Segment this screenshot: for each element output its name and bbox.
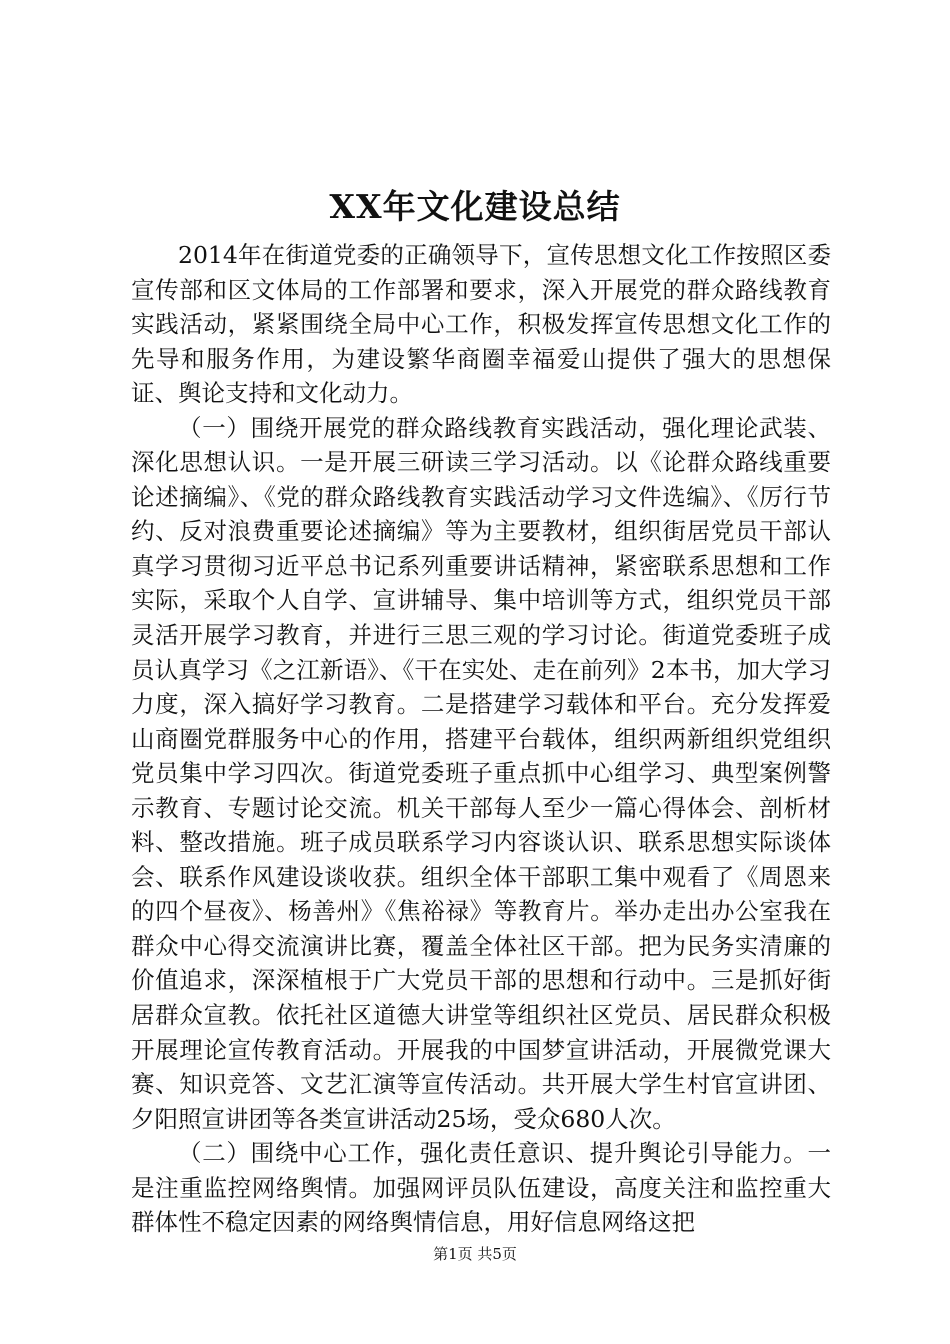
document-title: XX年文化建设总结: [329, 187, 621, 226]
page-number-footer: 第1页 共5页: [433, 1245, 517, 1263]
paragraph-section-2: （二）围绕中心工作，强化责任意识、提升舆论引导能力。一是注重监控网络舆情。加强网评员队伍建设，高度关注和监控重大群体性不稳定因素的网络舆情信息，用好信息网络这把: [131, 1139, 831, 1237]
paragraph-intro: 2014年在街道党委的正确领导下，宣传思想文化工作按照区委宣传部和区文体局的工作部署和要求，深入开展党的群众路线教育实践活动，紧紧围绕全局中心工作，积极发挥宣传思想文化工作的先导和服务作用，为建设繁华商圈幸福爱山提供了强大的思想保证、舆论支持和文化动力。: [131, 241, 831, 408]
paragraph-section-1: （一）围绕开展党的群众路线教育实践活动，强化理论武装、深化思想认识。一是开展三研读三学习活动。以《论群众路线重要论述摘编》、《党的群众路线教育实践活动学习文件选编》、《厉行节约、反对浪费重要论述摘编》等为主要教材，组织街居党员干部认真学习贯彻习近平总书记系列重要讲话精神，紧密联系思想和工作实际，采取个人自学、宣讲辅导、集中培训等方式，组织党员干部灵活开展学习教育，并进行三思三观的学习讨论。街道党委班子成员认真学习《之江新语》、《干在实处、走在前列》2本书，加大学习力度，深入搞好学习教育。二是搭建学习载体和平台。充分发挥爱山商圈党群服务中心的作用，搭建平台载体，组织两新组织党组织党员集中学习四次。街道党委班子重点抓中心组学习、典型案例警示教育、专题讨论交流。机关干部每人至少一篇心得体会、剖析材料、整改措施。班子成员联系学习内容谈认识、联系思想实际谈体会、联系作风建设谈收获。组织全体干部职工集中观看了《周恩来的四个昼夜》、杨善州》《焦裕禄》等教育片。举办走出办公室我在群众中心得交流演讲比赛，覆盖全体社区干部。把为民务实清廉的价值追求，深深植根于广大党员干部的思想和行动中。三是抓好街居群众宣教。依托社区道德大讲堂等组织社区党员、居民群众积极开展理论宣传教育活动。开展我的中国梦宣讲活动，开展微党课大赛、知识竞答、文艺汇演等宣传活动。共开展大学生村官宣讲团、夕阳照宣讲团等各类宣讲活动25场，受众680人次。: [131, 413, 831, 1133]
document-body: [131, 238, 831, 1240]
